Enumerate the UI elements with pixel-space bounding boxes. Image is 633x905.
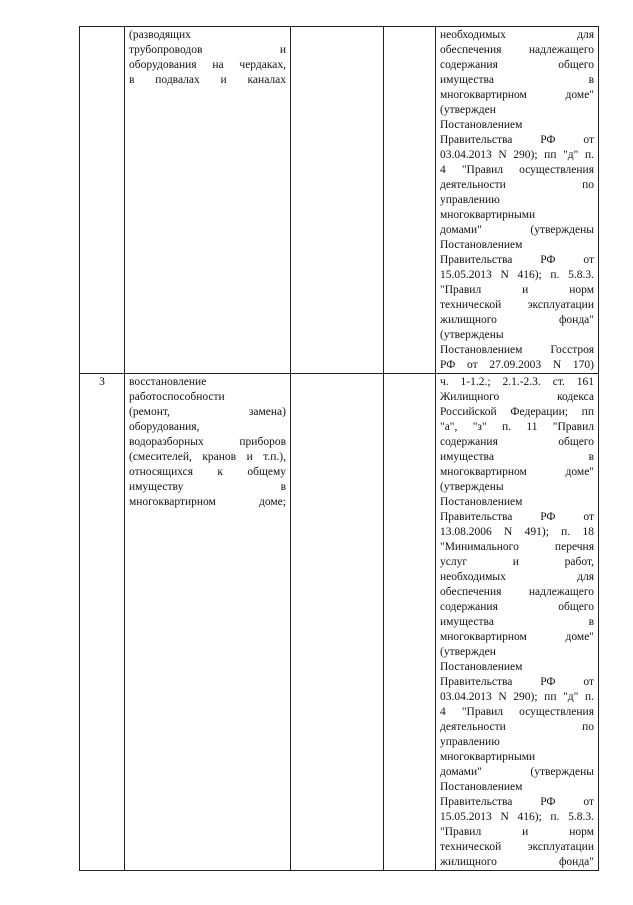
text-line: Постановлением bbox=[440, 119, 523, 131]
table-row bbox=[80, 374, 599, 871]
text-line: восстановление bbox=[129, 376, 207, 388]
work-name-cell bbox=[125, 374, 291, 871]
text-line: технической эксплуатации bbox=[440, 841, 594, 853]
legal-basis-text bbox=[440, 28, 594, 373]
text-line: управлению bbox=[440, 194, 500, 206]
text-line: Правительства РФ от bbox=[440, 796, 594, 808]
text-line: (ремонт, замена) bbox=[129, 406, 286, 418]
row-number-cell: 3 bbox=[80, 374, 125, 871]
text-line: 4 "Правил осуществления bbox=[440, 706, 594, 718]
text-line: 15.05.2013 N 416); п. 5.8.3. bbox=[440, 269, 594, 281]
empty-cell bbox=[291, 374, 384, 871]
text-line: Постановлением bbox=[440, 496, 523, 508]
legal-basis-cell bbox=[436, 27, 599, 374]
text-line: (утверждены bbox=[440, 481, 504, 493]
text-line: (смесителей, кранов и т.п.), bbox=[129, 451, 286, 463]
text-line: Жилищного кодекса bbox=[440, 391, 594, 403]
text-line: трубопроводов и bbox=[129, 44, 286, 56]
text-line: технической эксплуатации bbox=[440, 299, 594, 311]
text-line: (утвержден bbox=[440, 104, 496, 116]
text-line: в подвалах и каналах bbox=[129, 74, 286, 86]
table-row bbox=[80, 27, 599, 374]
empty-cell bbox=[384, 27, 436, 374]
text-line: (утверждены bbox=[440, 329, 504, 341]
text-line: "Минимального перечня bbox=[440, 541, 594, 553]
text-line: 13.08.2006 N 491); п. 18 bbox=[440, 526, 594, 538]
empty-cell bbox=[384, 374, 436, 871]
legal-basis-text bbox=[440, 375, 594, 870]
text-line: Российской Федерации; пп bbox=[440, 406, 594, 418]
text-line: оборудования, bbox=[129, 421, 200, 433]
text-line: водоразборных приборов bbox=[129, 436, 286, 448]
text-line: 03.04.2013 N 290); пп "д" п. bbox=[440, 149, 594, 161]
text-line: Правительства РФ от bbox=[440, 134, 594, 146]
text-line: "Правил и норм bbox=[440, 826, 594, 838]
work-name-text bbox=[129, 28, 286, 88]
works-table bbox=[79, 26, 599, 871]
text-line: содержания общего bbox=[440, 436, 594, 448]
text-line: многоквартирными bbox=[440, 209, 536, 221]
text-line: имущества в bbox=[440, 451, 594, 463]
text-line: жилищного фонда" bbox=[440, 314, 594, 326]
text-line: Правительства РФ от bbox=[440, 676, 594, 688]
text-line: необходимых для bbox=[440, 29, 594, 41]
text-line: оборудования на чердаках, bbox=[129, 59, 286, 71]
text-line: Постановлением bbox=[440, 661, 523, 673]
text-line: имуществу в bbox=[129, 481, 286, 493]
text-line: Постановлением bbox=[440, 781, 523, 793]
text-line: многоквартирном доме; bbox=[129, 496, 286, 508]
text-line: домами" (утверждены bbox=[440, 224, 594, 236]
text-line: ч. 1-1.2.; 2.1.-2.3. ст. 161 bbox=[440, 376, 594, 388]
text-line: обеспечения надлежащего bbox=[440, 586, 594, 598]
row-number-cell bbox=[80, 27, 125, 374]
text-line: многоквартирном доме" bbox=[440, 631, 594, 643]
text-line: (разводящих bbox=[129, 29, 191, 41]
text-line: имущества в bbox=[440, 616, 594, 628]
text-line: 15.05.2013 N 416); п. 5.8.3. bbox=[440, 811, 594, 823]
legal-basis-cell bbox=[436, 374, 599, 871]
text-line: домами" (утверждены bbox=[440, 766, 594, 778]
text-line: содержания общего bbox=[440, 601, 594, 613]
text-line: относящихся к общему bbox=[129, 466, 286, 478]
text-line: "Правил и норм bbox=[440, 284, 594, 296]
text-line: деятельности по bbox=[440, 179, 594, 191]
text-line: деятельности по bbox=[440, 721, 594, 733]
text-line: работоспособности bbox=[129, 391, 225, 403]
work-name-cell bbox=[125, 27, 291, 374]
text-line: Правительства РФ от bbox=[440, 511, 594, 523]
text-line: Правительства РФ от bbox=[440, 254, 594, 266]
text-line: (утвержден bbox=[440, 646, 496, 658]
text-line: необходимых для bbox=[440, 571, 594, 583]
text-line: обеспечения надлежащего bbox=[440, 44, 594, 56]
text-line: содержания общего bbox=[440, 59, 594, 71]
text-line: услуг и работ, bbox=[440, 556, 594, 568]
text-line: управлению bbox=[440, 736, 500, 748]
text-line: имущества в bbox=[440, 74, 594, 86]
text-line: Постановлением bbox=[440, 239, 523, 251]
text-line: многоквартирном доме" bbox=[440, 466, 594, 478]
text-line: Постановлением Госстроя bbox=[440, 344, 594, 356]
text-line: многоквартирными bbox=[440, 751, 536, 763]
text-line: многоквартирном доме" bbox=[440, 89, 594, 101]
text-line: 4 "Правил осуществления bbox=[440, 164, 594, 176]
work-name-text bbox=[129, 375, 286, 510]
text-line: РФ от 27.09.2003 N 170) bbox=[440, 359, 594, 371]
text-line: 03.04.2013 N 290); пп "д" п. bbox=[440, 691, 594, 703]
text-line: "а", "з" п. 11 "Правил bbox=[440, 421, 594, 433]
empty-cell bbox=[291, 27, 384, 374]
text-line: жилищного фонда" bbox=[440, 856, 594, 868]
